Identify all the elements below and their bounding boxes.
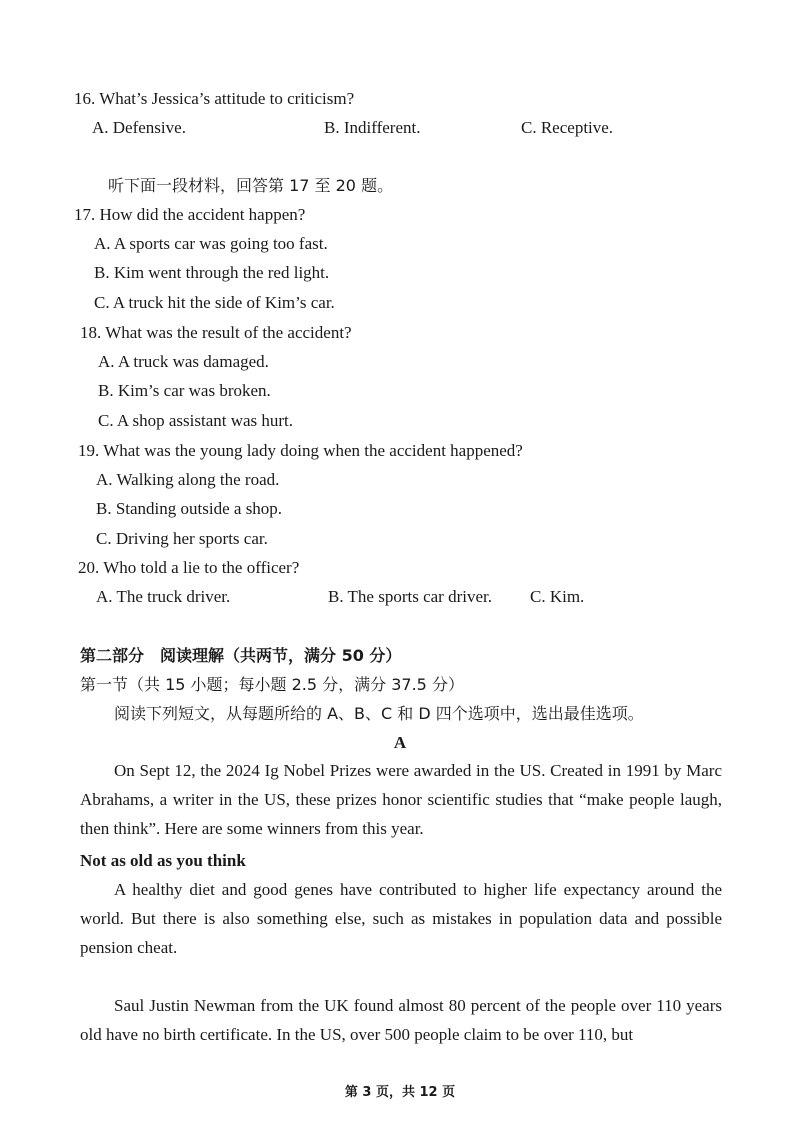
q20-option-c: C. Kim.: [530, 587, 585, 606]
question-18: 18. What was the result of the accident?: [80, 323, 352, 342]
q19-option-b: B. Standing outside a shop.: [96, 499, 283, 518]
q16-option-a: A. Defensive.: [92, 118, 186, 137]
q16-option-b: B. Indifferent.: [324, 118, 421, 137]
question-19: 19. What was the young lady doing when the accident happened?: [78, 441, 523, 460]
part2-instruction: 阅读下列短文，从每题所给的 A、B、C 和 D 四个选项中，选出最佳选项。: [114, 704, 644, 723]
q19-option-a: A. Walking along the road.: [96, 470, 280, 489]
passage-paragraph-1: On Sept 12, the 2024 Ig Nobel Prizes were awarded in the US. Created in 1991 by Marc Abrahams, a writer in the US, these prizes honor scientific studies that “make people laugh, then think”. Here are some winners from this year.: [80, 761, 722, 838]
question-17: 17. How did the accident happen?: [74, 205, 306, 224]
q20-option-b: B. The sports car driver.: [328, 587, 492, 606]
instruction-17-20: 听下面一段材料，回答第 17 至 20 题。: [108, 176, 394, 195]
q18-option-a: A. A truck was damaged.: [98, 352, 269, 371]
page-footer: 第 3 页，共 12 页: [344, 1085, 456, 1100]
part2-section1: 第一节（共 15 小题；每小题 2.5 分，满分 37.5 分）: [80, 675, 464, 694]
q19-option-c: C. Driving her sports car.: [96, 529, 268, 548]
part2-heading: 第二部分 阅读理解（共两节，满分 50 分）: [80, 646, 402, 665]
question-16-options: [0, 117, 800, 139]
passage-paragraph-2: A healthy diet and good genes have contributed to higher life expectancy around the world. But there is also something else, such as mistakes in population data and possible pension cheat.: [80, 880, 722, 957]
q16-option-c: C. Receptive.: [521, 118, 614, 137]
q17-option-c: C. A truck hit the side of Kim’s car.: [94, 293, 335, 312]
question-20-options: [0, 586, 800, 608]
q18-option-b: B. Kim’s car was broken.: [98, 381, 271, 400]
passage-letter: A: [393, 733, 407, 752]
q17-option-a: A. A sports car was going too fast.: [94, 234, 328, 253]
q20-option-a: A. The truck driver.: [96, 587, 231, 606]
question-16: 16. What’s Jessica’s attitude to criticism?: [74, 89, 355, 108]
q17-option-b: B. Kim went through the red light.: [94, 263, 330, 282]
passage-subheading: Not as old as you think: [80, 851, 246, 870]
question-20: 20. Who told a lie to the officer?: [78, 558, 300, 577]
passage-paragraph-3: Saul Justin Newman from the UK found almost 80 percent of the people over 110 years old have no birth certificate. In the US, over 500 people claim to be over 110, but: [80, 996, 722, 1044]
q18-option-c: C. A shop assistant was hurt.: [98, 411, 294, 430]
